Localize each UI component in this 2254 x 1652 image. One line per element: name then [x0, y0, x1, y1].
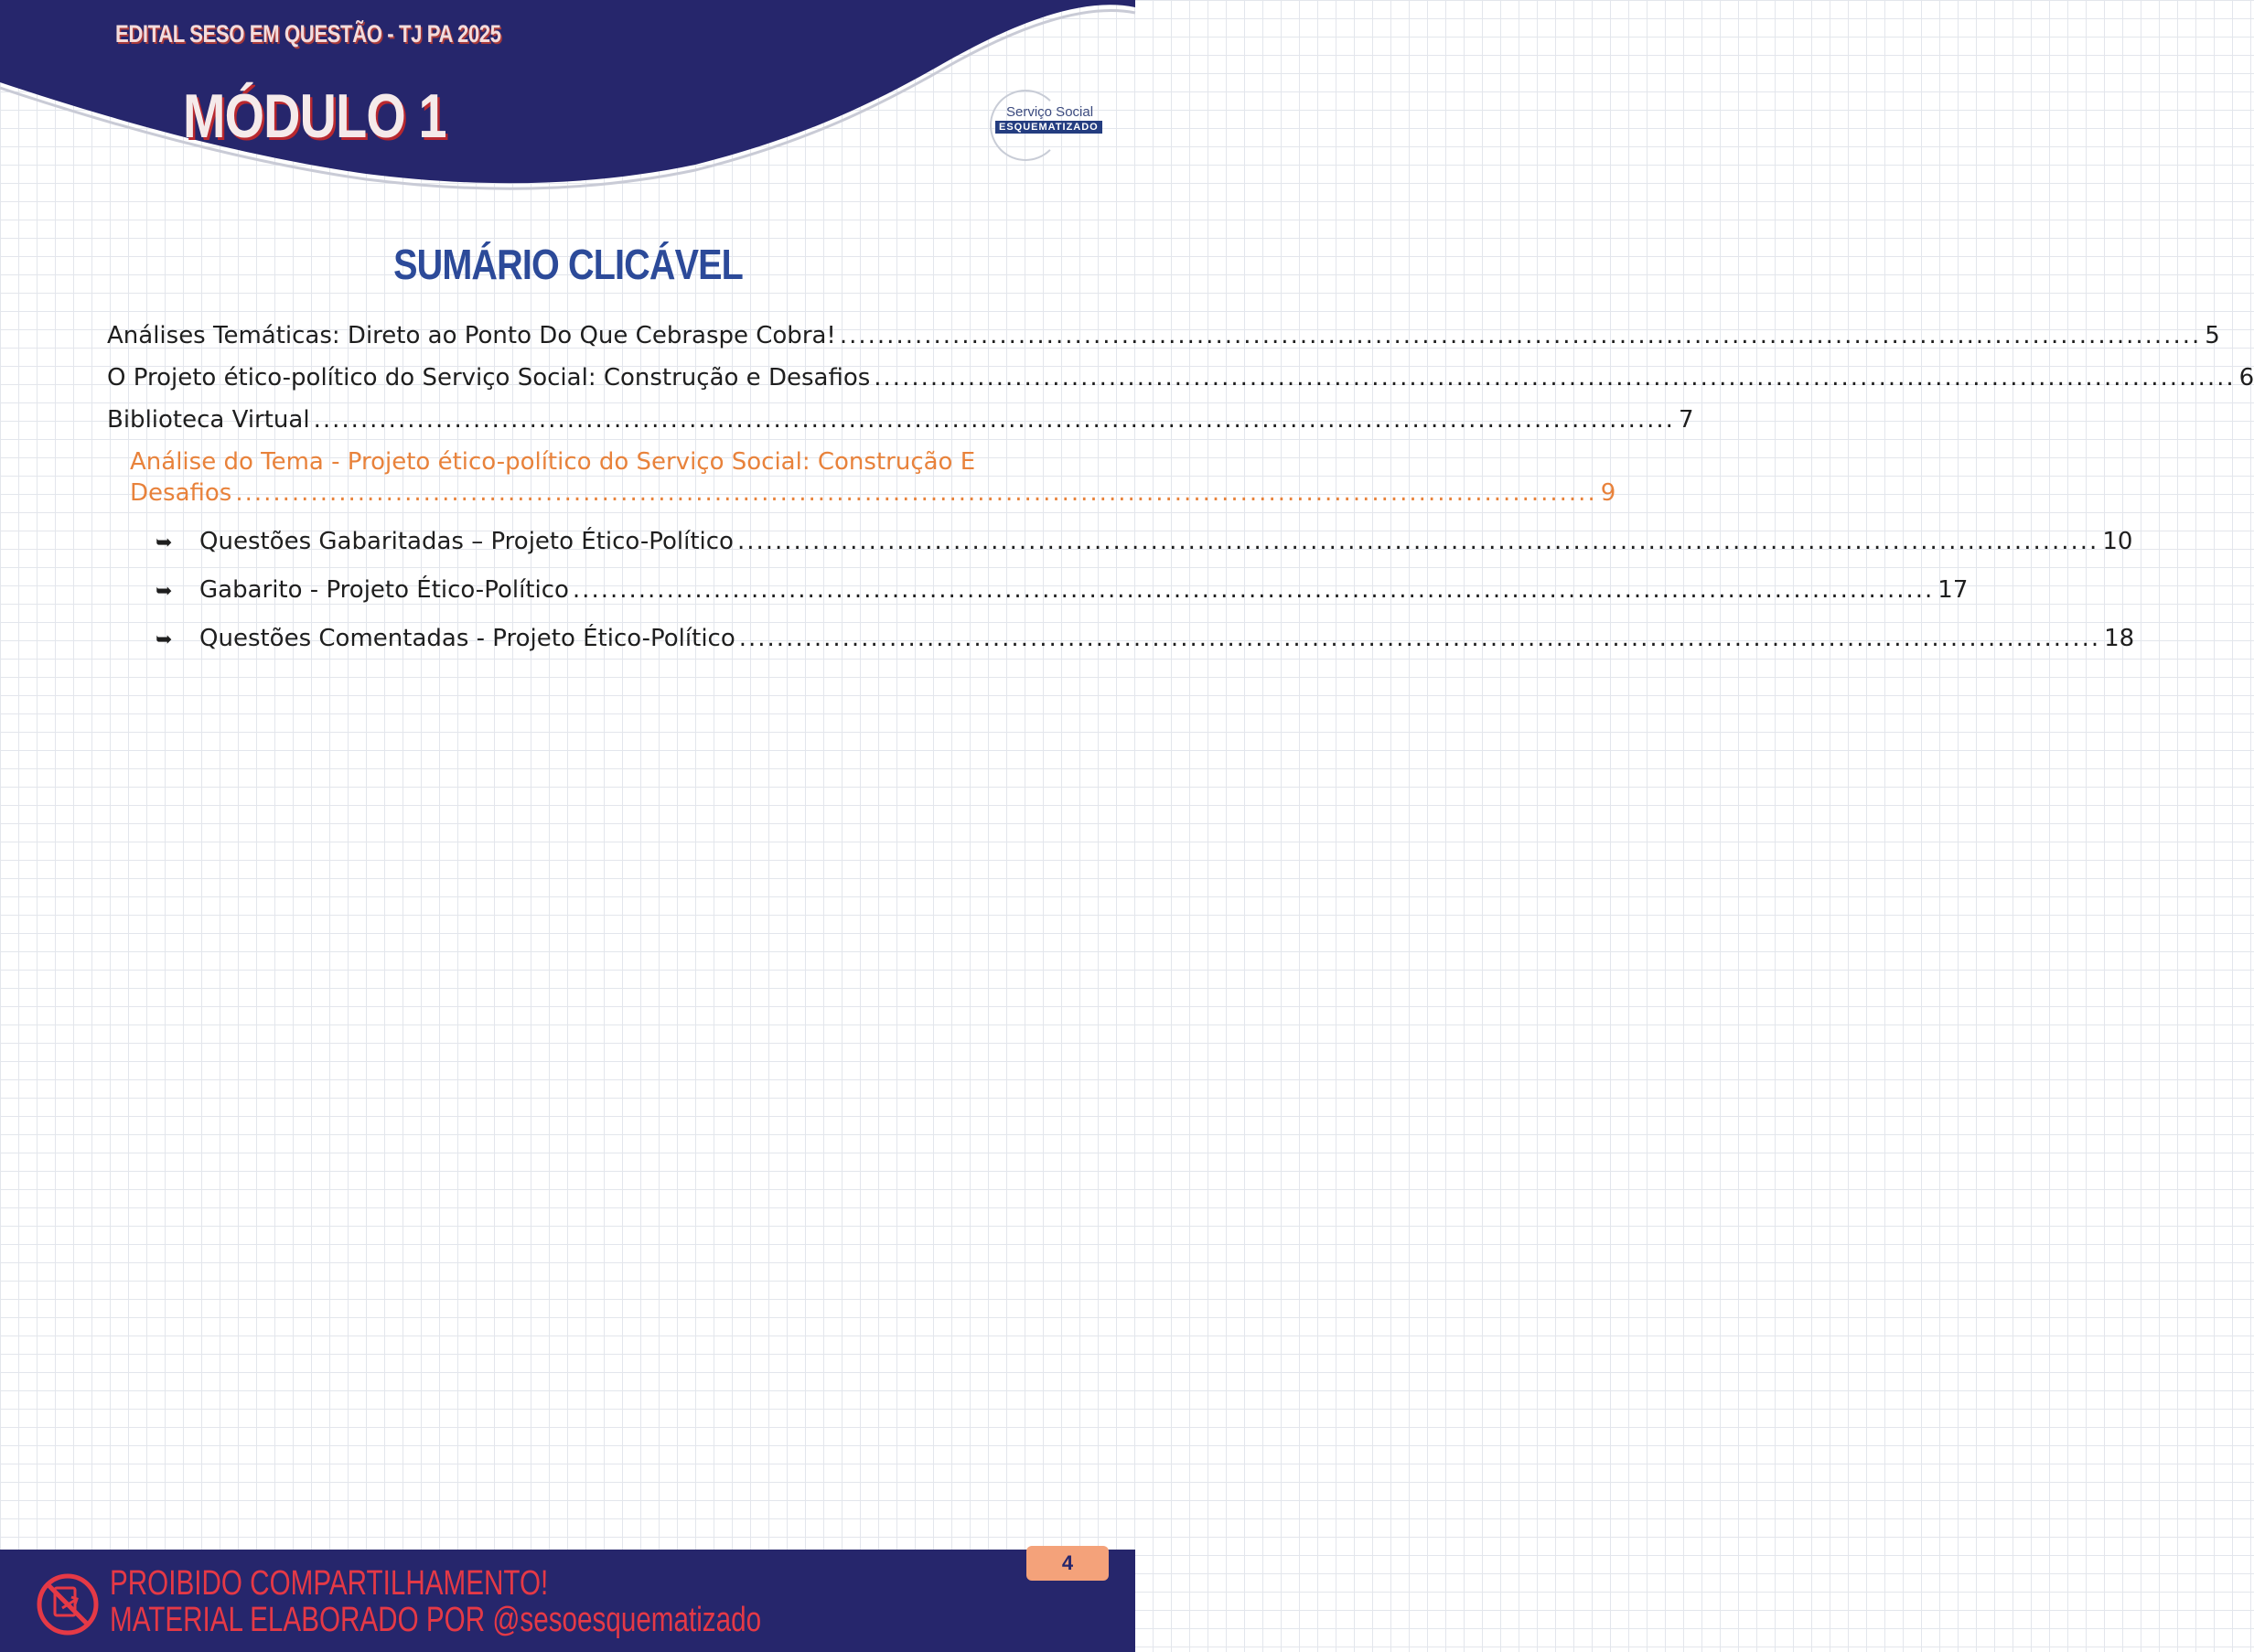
- page-number-badge: 4: [1026, 1546, 1109, 1581]
- toc-subentry-label: Questões Comentadas - Projeto Ético-Político: [199, 625, 735, 652]
- brand-logo: [986, 88, 1105, 161]
- toc-subentry-label: Gabarito - Projeto Ético-Político: [199, 576, 569, 604]
- toc-entry-page: 9: [1600, 479, 1616, 507]
- toc-subentry-label: Questões Gabaritadas – Projeto Ético-Político: [199, 528, 734, 555]
- toc-entry-page: 5: [2205, 322, 2220, 349]
- logo-text-bottom: ESQUEMATIZADO: [995, 121, 1102, 134]
- toc-entry-projeto-etico-politico[interactable]: [107, 364, 2254, 392]
- logo-text-top: Serviço Social: [1006, 104, 1094, 120]
- toc-entry-analise-do-tema-cont[interactable]: [130, 479, 1616, 507]
- footer-credit: MATERIAL ELABORADO POR @sesoesquematizado: [110, 1601, 762, 1639]
- leader-dots: .................................................................................................................................................: [313, 406, 1675, 434]
- toc-entry-label-line1: Análise do Tema - Projeto ético-político do Serviço Social: Construção E: [130, 448, 976, 476]
- toc-subentry-page: 18: [2104, 625, 2135, 652]
- toc-subentry-gabarito[interactable]: [156, 576, 1969, 604]
- toc-entry-label: O Projeto ético-político do Serviço Social: Construção e Desafios: [107, 364, 871, 392]
- leader-dots: .................................................................................................................................................: [736, 528, 2099, 555]
- leader-dots: .................................................................................................................................................: [839, 322, 2202, 349]
- toc-entry-page: 7: [1678, 406, 1694, 434]
- leader-dots: .................................................................................................................................................: [738, 625, 2101, 652]
- toc-subentry-questoes-comentadas[interactable]: [156, 625, 2135, 652]
- leader-dots: .................................................................................................................................................: [572, 576, 1935, 604]
- toc-entry-analises-tematicas[interactable]: [107, 322, 2220, 349]
- footer-warning: PROIBIDO COMPARTILHAMENTO!: [110, 1564, 549, 1603]
- toc-entry-label-line2: Desafios: [130, 479, 232, 507]
- module-title: MÓDULO 1: [183, 81, 446, 151]
- toc-subentry-page: 10: [2102, 528, 2133, 555]
- toc-entry-biblioteca-virtual[interactable]: [107, 406, 1694, 434]
- toc-subentry-questoes-gabaritadas[interactable]: [156, 528, 2133, 555]
- toc-subentry-page: 17: [1937, 576, 1969, 604]
- toc-entry-page: 6: [2238, 364, 2254, 392]
- arrow-right-icon: ➥: [156, 580, 173, 603]
- toc-entry-label: Biblioteca Virtual: [107, 406, 310, 434]
- leader-dots: .................................................................................................................................................: [235, 479, 1597, 507]
- leader-dots: .................................................................................................................................................: [874, 364, 2236, 392]
- toc-entry-analise-do-tema[interactable]: [130, 448, 1026, 476]
- arrow-right-icon: ➥: [156, 531, 173, 554]
- no-sharing-icon: [35, 1572, 101, 1637]
- toc-title: SUMÁRIO CLICÁVEL: [392, 241, 743, 288]
- toc-entry-label: Análises Temáticas: Direto ao Ponto Do Que Cebraspe Cobra!: [107, 322, 836, 349]
- edital-header-title: EDITAL SESO EM QUESTÃO - TJ PA 2025: [115, 20, 501, 48]
- arrow-right-icon: ➥: [156, 628, 173, 651]
